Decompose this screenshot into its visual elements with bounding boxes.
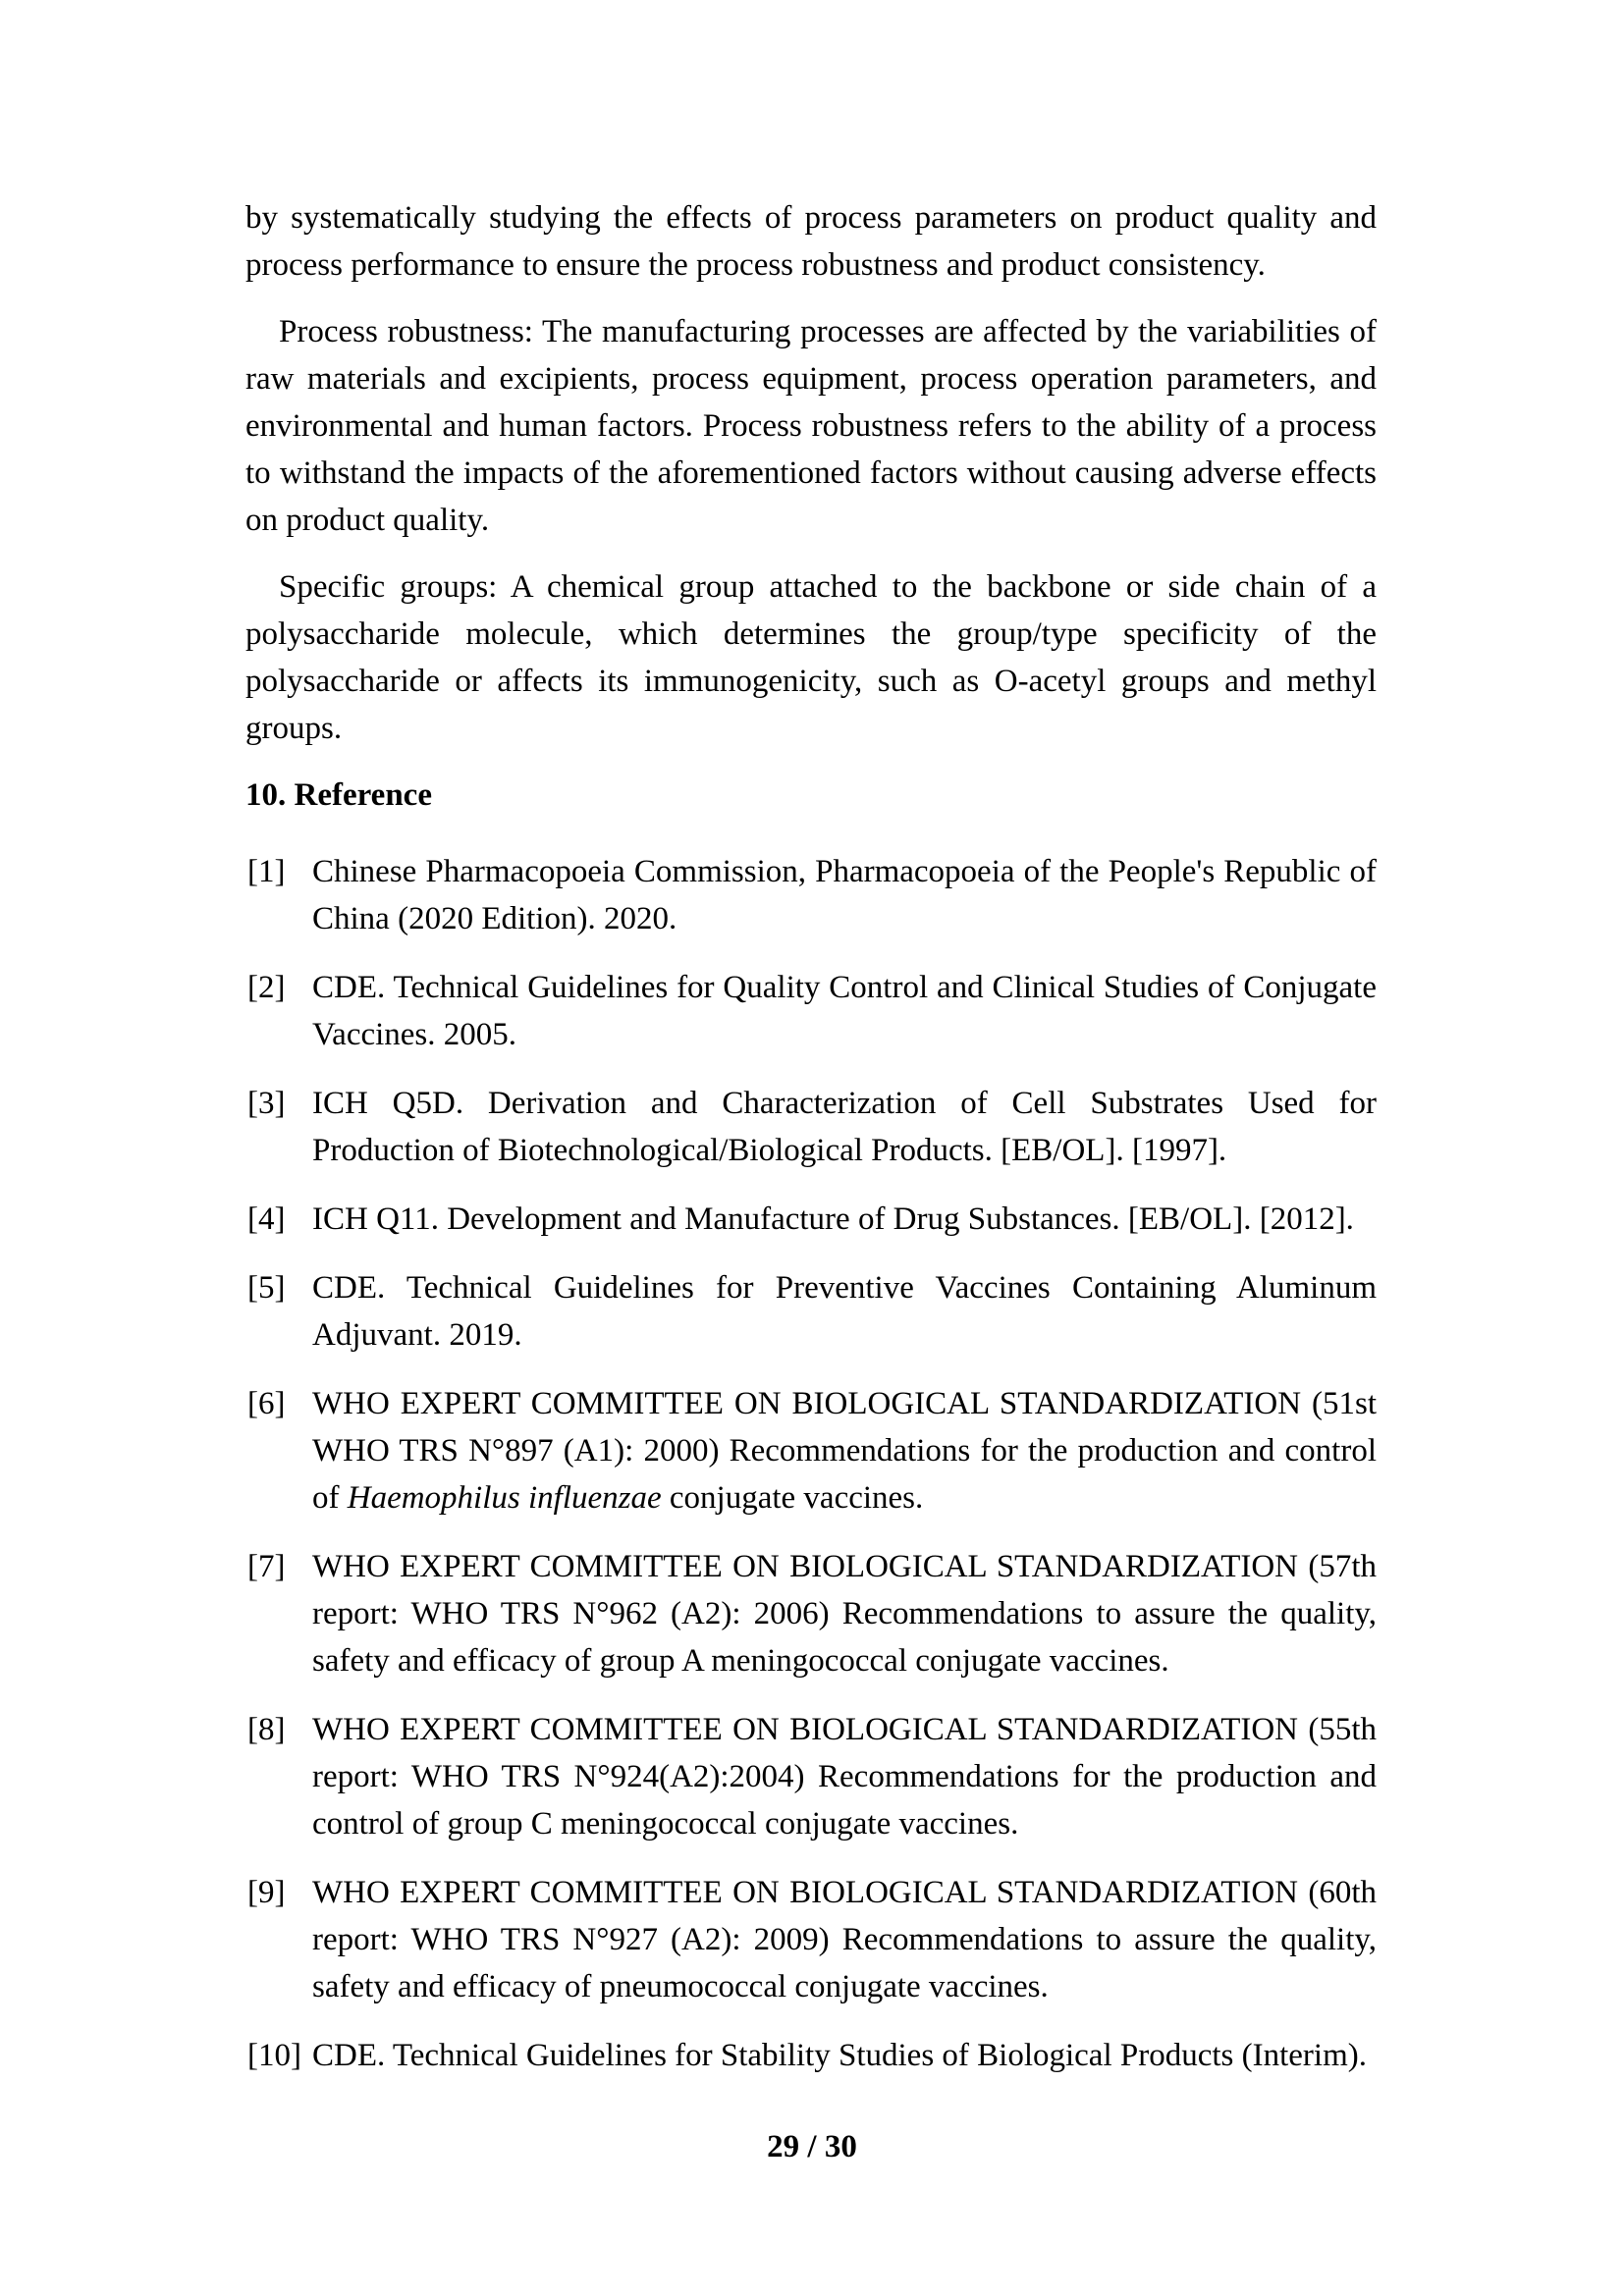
reference-item-1 [245,848,1377,942]
reference-number: [1] [247,854,286,889]
reference-text: conjugate vaccines. [661,1480,924,1516]
reference-number: [2] [247,970,286,1005]
reference-item-9 [245,1869,1377,2010]
reference-item-8 [245,1706,1377,1847]
reference-text: WHO EXPERT COMMITTEE ON BIOLOGICAL STANDARDIZATION (57th report: WHO TRS N°962 (A2): 2006) Recommendations to assure the quality, safety and efficacy of group A meningococcal conjugate vaccines. [312,1549,1377,1679]
reference-text: CDE. Technical Guidelines for Stability Studies of Biological Products (Interim). [312,2038,1367,2073]
reference-number: [10] [247,2038,301,2073]
paragraph-specific-groups: Specific groups: A chemical group attached to the backbone or side chain of a polysaccharide molecule, which determines the group/type specificity of the polysaccharide or affects its immunogenicity, such as O-acetyl groups and methyl groups. [245,569,1377,746]
reference-number: [6] [247,1386,286,1421]
reference-number: [7] [247,1549,286,1584]
reference-text: ICH Q5D. Derivation and Characterization of Cell Substrates Used for Production of Biotechnological/Biological Products. [EB/OL]. [1997]. [312,1086,1377,1168]
reference-text: CDE. Technical Guidelines for Preventive Vaccines Containing Aluminum Adjuvant. 2019. [312,1270,1377,1353]
reference-item-2 [245,964,1377,1058]
reference-number: [5] [247,1270,286,1306]
italic-species-name: Haemophilus influenzae [347,1480,662,1516]
reference-item-6 [245,1380,1377,1522]
reference-text: WHO EXPERT COMMITTEE ON BIOLOGICAL STANDARDIZATION (60th report: WHO TRS N°927 (A2): 2009) Recommendations to assure the quality, safety and efficacy of pneumococcal conjugate vaccines. [312,1875,1377,2004]
reference-number: [8] [247,1712,286,1747]
reference-list [245,848,1377,2079]
reference-item-3 [245,1080,1377,1174]
reference-item-5 [245,1264,1377,1359]
reference-item-10 [245,2032,1377,2079]
reference-item-7 [245,1543,1377,1684]
reference-text: ICH Q11. Development and Manufacture of Drug Substances. [EB/OL]. [2012]. [312,1201,1354,1237]
reference-item-4 [245,1196,1377,1243]
paragraph-continuation: by systematically studying the effects of process parameters on product quality and process performance to ensure the process robustness and product consistency. [245,200,1377,283]
reference-number: [3] [247,1086,286,1121]
reference-number: [9] [247,1875,286,1910]
reference-text: Chinese Pharmacopoeia Commission, Pharmacopoeia of the People's Republic of China (2020 Edition). 2020. [312,854,1377,936]
reference-text: CDE. Technical Guidelines for Quality Control and Clinical Studies of Conjugate Vaccines. 2005. [312,970,1377,1052]
reference-text: WHO EXPERT COMMITTEE ON BIOLOGICAL STANDARDIZATION (55th report: WHO TRS N°924(A2):2004) Recommendations for the production and control of group C meningococcal conjugate vaccines. [312,1712,1377,1842]
paragraph-process-robustness: Process robustness: The manufacturing processes are affected by the variabilities of raw materials and excipients, process equipment, process operation parameters, and environmental and human factors. Process robustness refers to the ability of a process to withstand the impacts of the aforementioned factors without causing adverse effects on product quality. [245,314,1377,538]
page-content [245,194,1377,2101]
reference-text: WHO EXPERT COMMITTEE ON BIOLOGICAL STANDARDIZATION (51st WHO TRS N°897 (A1): 2000) Recommendations for the production and control of [312,1386,1377,1516]
section-heading-reference: 10. Reference [245,777,432,813]
reference-number: [4] [247,1201,286,1237]
page-number: 29 / 30 [767,2129,857,2164]
